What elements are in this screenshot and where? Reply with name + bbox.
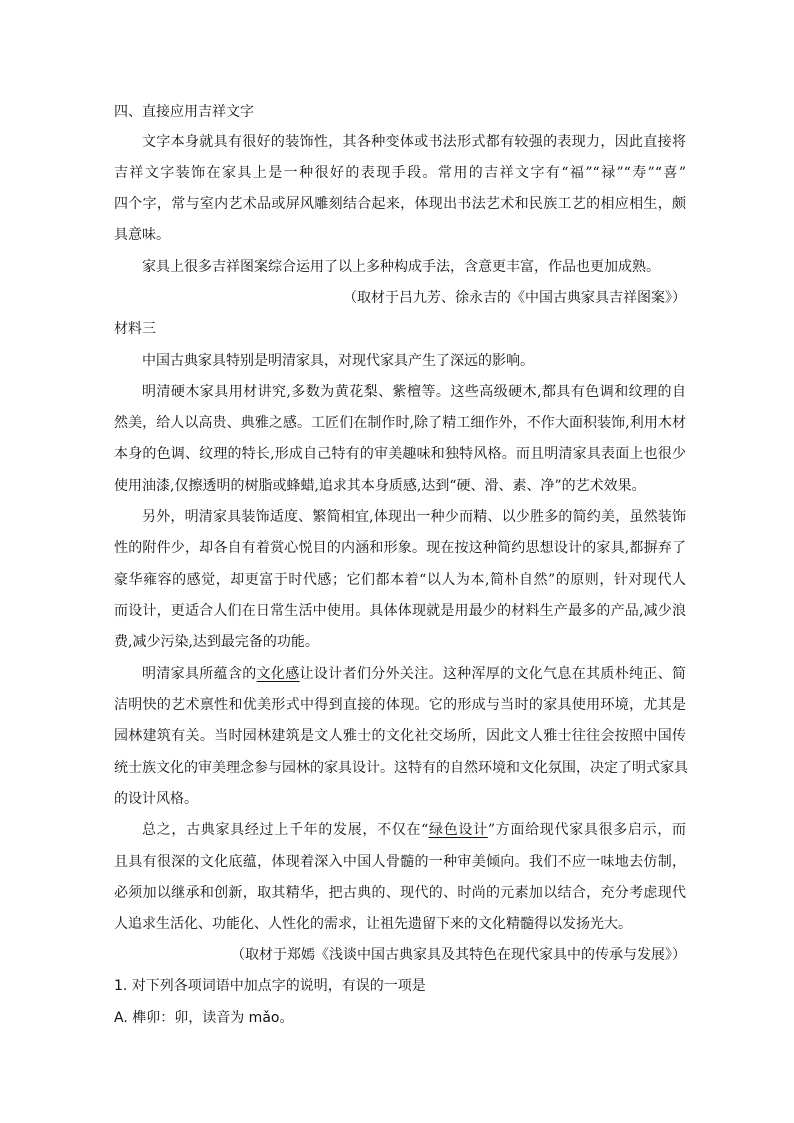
paragraph-line: 明清硬木家具用材讲究,多数为黄花梨、紫檀等。这些高级硬木,都具有色调和纹理的自 bbox=[142, 384, 686, 400]
section-heading: 四、直接应用吉祥文字 bbox=[114, 104, 254, 120]
paragraph-line: 吉祥文字装饰在家具上是一种很好的表现手段。常用的吉祥文字有“福”“禄”“寿”“喜” bbox=[114, 165, 686, 181]
paragraph-line: 家具上很多吉祥图案综合运用了以上多种构成手法，含意更丰富，作品也更加成熟。 bbox=[142, 259, 660, 275]
question-stem: 1. 对下列各项词语中加点字的说明，有误的一项是 bbox=[114, 978, 426, 994]
paragraph-line: 使用油漆,仅擦透明的树脂或蜂蜡,追求其本身质感,达到“硬、滑、素、净”的艺术效果。 bbox=[114, 478, 646, 494]
paragraph-line: 园林建筑有关。当时园林建筑是文人雅士的文化社交场所，因此文人雅士往往会按照中国传 bbox=[114, 728, 686, 744]
paragraph-line: 人追求生活化、功能化、人性化的需求，让祖先遗留下来的文化精髓得以发扬光大。 bbox=[114, 916, 632, 932]
underlined-term: 文化感 bbox=[256, 666, 300, 682]
paragraph-line bbox=[142, 664, 686, 684]
paragraph-line: 具意味。 bbox=[114, 227, 170, 243]
question-option-a: A. 榫卯：卯，读音为 mǎo。 bbox=[114, 1010, 294, 1026]
paragraph-line: 豪华雍容的感觉，却更富于时代感；它们都本着“以人为本,简朴自然”的原则，针对现代人 bbox=[114, 572, 686, 588]
source-citation: （取材于郑嫣《浅谈中国古典家具及其特色在现代家具中的传承与发展》） bbox=[231, 947, 686, 963]
text-span: ”方面给现代家具很多启示，而 bbox=[487, 822, 687, 838]
paragraph-line: 且具有很深的文化底蕴，体现着深入中国人骨髓的一种审美倾向。我们不应一味地去仿制， bbox=[114, 854, 686, 870]
text-span: 总之，古典家具经过上千年的发展，不仅在“ bbox=[142, 822, 429, 838]
text-span: 明清家具所蕴含的 bbox=[142, 666, 257, 682]
source-citation: （取材于吕九芳、徐永吉的《中国古典家具吉祥图案》） bbox=[343, 290, 686, 306]
material-label: 材料三 bbox=[114, 321, 156, 337]
paragraph-line: 本身的色调、纹理的特长,形成自己特有的审美趣味和独特风格。而且明清家具表面上也很少 bbox=[114, 446, 686, 462]
paragraph-line: 中国古典家具特别是明清家具，对现代家具产生了深远的影响。 bbox=[142, 353, 534, 369]
underlined-term: 绿色设计 bbox=[428, 822, 488, 838]
paragraph-line: 的设计风格。 bbox=[114, 791, 198, 807]
paragraph-line: 另外，明清家具装饰适度、繁简相宜,体现出一种少而精、以少胜多的简约美，虽然装饰 bbox=[142, 509, 686, 525]
paragraph-line: 性的附件少，却各自有着赏心悦目的内涵和形象。现在按这种简约思想设计的家具,都摒弃了 bbox=[114, 540, 686, 556]
paragraph-line: 必须加以继承和创新，取其精华，把古典的、现代的、时尚的元素加以结合，充分考虑现代 bbox=[114, 885, 686, 901]
paragraph-line: 四个字，常与室内艺术品或屏风雕刻结合起来，体现出书法艺术和民族工艺的相应相生，颇 bbox=[114, 196, 686, 212]
paragraph-line: 然美，给人以高贵、典雅之感。工匠们在制作时,除了精工细作外，不作大面积装饰,利用木材 bbox=[114, 415, 686, 431]
paragraph-line: 费,减少污染,达到最完备的功能。 bbox=[114, 634, 319, 650]
paragraph-line bbox=[142, 820, 686, 840]
paragraph-line: 统士族文化的审美理念参与园林的家具设计。这特有的自然环境和文化氛围，决定了明式家具 bbox=[114, 760, 688, 776]
paragraph-line: 洁明快的艺术禀性和优美形式中得到直接的体现。它的形成与当时的家具使用环境，尤其是 bbox=[114, 697, 686, 713]
text-span: 让设计者们分外关注。这种浑厚的文化气息在其质朴纯正、简 bbox=[299, 666, 687, 682]
paragraph-line: 而设计，更适合人们在日常生活中使用。具体体现就是用最少的材料生产最多的产品,减少浪 bbox=[114, 603, 686, 619]
paragraph-line: 文字本身就具有很好的装饰性，其各种变体或书法形式都有较强的表现力，因此直接将 bbox=[142, 134, 686, 150]
